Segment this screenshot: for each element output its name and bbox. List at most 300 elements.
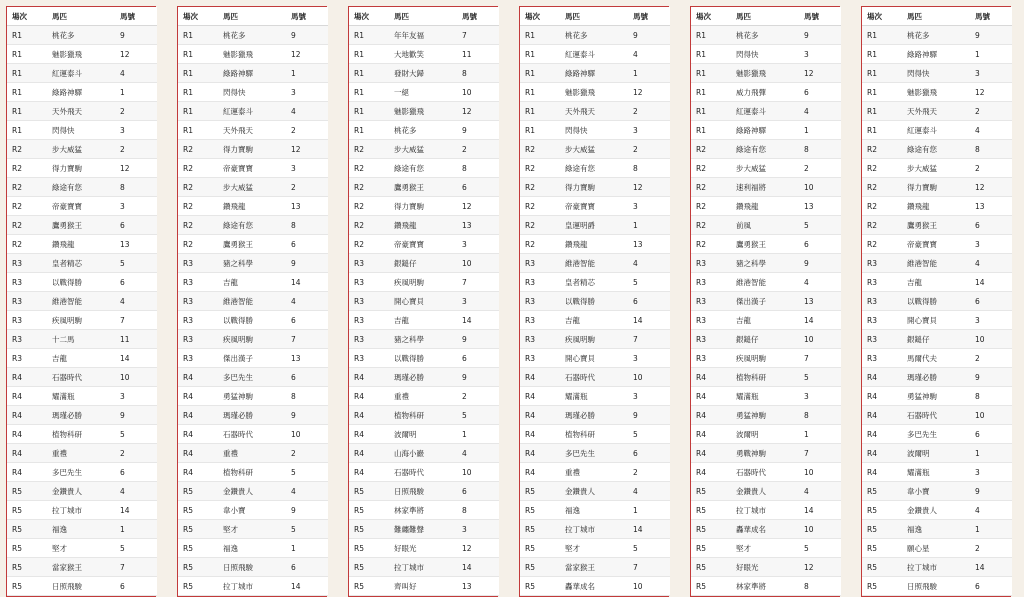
horse-number-cell: 1: [286, 64, 328, 83]
table-row: [862, 292, 1012, 311]
table-row: [349, 482, 499, 501]
horse-number-cell: 12: [115, 159, 157, 178]
horse-number-cell: 10: [970, 330, 1012, 349]
table-row: [349, 368, 499, 387]
horse-number-cell: 4: [799, 102, 841, 121]
horse-name-cell: 日照飛駿: [902, 577, 970, 596]
race-cell: R4: [862, 444, 902, 463]
horse-number-cell: 12: [457, 539, 499, 558]
race-cell: R1: [7, 102, 47, 121]
horse-name-cell: 桃花多: [560, 26, 628, 45]
horse-name-cell: 堅才: [731, 539, 799, 558]
race-cell: R4: [862, 406, 902, 425]
table-row: [691, 501, 841, 520]
horse-name-cell: 傑出漢子: [731, 292, 799, 311]
horse-number-cell: 12: [970, 83, 1012, 102]
horse-number-cell: 4: [970, 501, 1012, 520]
horse-name-cell: 開心寶貝: [389, 292, 457, 311]
horse-number-cell: 4: [970, 254, 1012, 273]
table-row: [691, 482, 841, 501]
horse-number-cell: 8: [970, 387, 1012, 406]
race-cell: R5: [862, 558, 902, 577]
table-row: [349, 425, 499, 444]
horse-number-cell: 6: [115, 216, 157, 235]
race-table-panel: [177, 6, 327, 597]
table-row: [349, 349, 499, 368]
horse-number-cell: 2: [799, 159, 841, 178]
horse-number-cell: 12: [457, 102, 499, 121]
race-cell: R2: [178, 140, 218, 159]
table-row: [178, 425, 328, 444]
horse-number-cell: 7: [799, 444, 841, 463]
horse-name-cell: 鷹勇猴王: [218, 235, 286, 254]
race-cell: R3: [178, 254, 218, 273]
race-table-panel: [348, 6, 498, 597]
race-cell: R3: [349, 292, 389, 311]
race-cell: R3: [7, 292, 47, 311]
horse-name-cell: 瑪瑾必勝: [218, 406, 286, 425]
table-row: [691, 102, 841, 121]
race-cell: R5: [178, 482, 218, 501]
horse-number-cell: 2: [970, 159, 1012, 178]
race-cell: R4: [349, 406, 389, 425]
horse-number-cell: 6: [286, 235, 328, 254]
horse-name-cell: 難纏難聲: [389, 520, 457, 539]
horse-name-cell: 天外飛天: [47, 102, 115, 121]
race-cell: R2: [7, 159, 47, 178]
table-row: [7, 83, 157, 102]
race-cell: R2: [862, 178, 902, 197]
horse-name-cell: 馬爾代夫: [902, 349, 970, 368]
race-cell: R2: [7, 216, 47, 235]
horse-name-cell: 植物科研: [389, 406, 457, 425]
race-cell: R3: [178, 349, 218, 368]
table-row: [7, 311, 157, 330]
table-row: [520, 197, 670, 216]
horse-number-cell: 9: [286, 26, 328, 45]
race-cell: R3: [7, 349, 47, 368]
horse-name-cell: 速利福將: [731, 178, 799, 197]
horse-number-cell: 2: [115, 102, 157, 121]
horse-number-cell: 10: [457, 83, 499, 102]
table-row: [178, 539, 328, 558]
horse-name-cell: 勇猛神駒: [902, 387, 970, 406]
horse-number-cell: 8: [799, 140, 841, 159]
table-row: [862, 349, 1012, 368]
table-row: [7, 406, 157, 425]
table-row: [178, 577, 328, 596]
horse-name-cell: 豬之科學: [218, 254, 286, 273]
table-row: [520, 102, 670, 121]
table-row: [862, 216, 1012, 235]
table-row: [691, 349, 841, 368]
horse-name-cell: 步大威猛: [560, 140, 628, 159]
header-race: 場次: [862, 7, 902, 26]
table-row: [691, 311, 841, 330]
horse-number-cell: 12: [799, 64, 841, 83]
table-row: [7, 349, 157, 368]
race-cell: R1: [7, 45, 47, 64]
horse-name-cell: 以戰得勝: [218, 311, 286, 330]
table-row: [691, 254, 841, 273]
horse-number-cell: 9: [115, 26, 157, 45]
horse-name-cell: 重禮: [47, 444, 115, 463]
table-row: [691, 292, 841, 311]
horse-name-cell: 步大威猛: [389, 140, 457, 159]
horse-name-cell: 紅運泰斗: [47, 64, 115, 83]
race-cell: R5: [178, 558, 218, 577]
table-row: [691, 330, 841, 349]
horse-number-cell: 4: [799, 273, 841, 292]
table-row: [520, 482, 670, 501]
race-cell: R3: [520, 254, 560, 273]
table-row: [349, 539, 499, 558]
race-cell: R1: [862, 102, 902, 121]
table-row: [691, 463, 841, 482]
horse-name-cell: 十二馬: [47, 330, 115, 349]
table-row: [178, 273, 328, 292]
table-row: [862, 159, 1012, 178]
table-row: [349, 121, 499, 140]
race-cell: R2: [862, 159, 902, 178]
horse-name-cell: 福逸: [560, 501, 628, 520]
race-cell: R1: [349, 26, 389, 45]
race-cell: R4: [349, 444, 389, 463]
table-row: [862, 102, 1012, 121]
table-row: [520, 520, 670, 539]
horse-number-cell: 1: [286, 539, 328, 558]
horse-name-cell: 石器時代: [47, 368, 115, 387]
horse-number-cell: 6: [970, 216, 1012, 235]
horse-name-cell: 紅運泰斗: [560, 45, 628, 64]
table-header-row: [691, 7, 841, 26]
horse-name-cell: 大地歡笑: [389, 45, 457, 64]
horse-name-cell: 鷹勇猴王: [389, 178, 457, 197]
horse-number-cell: 5: [628, 539, 670, 558]
table-row: [178, 121, 328, 140]
table-row: [178, 140, 328, 159]
header-horse: 馬匹: [902, 7, 970, 26]
horse-name-cell: 福逸: [218, 539, 286, 558]
horse-number-cell: 10: [115, 368, 157, 387]
horse-number-cell: 1: [628, 216, 670, 235]
horse-number-cell: 3: [799, 387, 841, 406]
table-row: [7, 45, 157, 64]
horse-name-cell: 吉龍: [47, 349, 115, 368]
horse-name-cell: 桃花多: [218, 26, 286, 45]
table-row: [520, 235, 670, 254]
race-cell: R5: [520, 520, 560, 539]
table-row: [520, 539, 670, 558]
race-cell: R2: [7, 178, 47, 197]
horse-number-cell: 4: [286, 482, 328, 501]
table-row: [520, 178, 670, 197]
table-row: [862, 444, 1012, 463]
table-row: [349, 520, 499, 539]
horse-name-cell: 轟華成名: [560, 577, 628, 596]
horse-name-cell: 以戰得勝: [389, 349, 457, 368]
horse-number-cell: 2: [286, 444, 328, 463]
race-cell: R1: [349, 45, 389, 64]
race-cell: R2: [691, 159, 731, 178]
table-row: [178, 368, 328, 387]
race-cell: R4: [691, 444, 731, 463]
horse-name-cell: 吉龍: [218, 273, 286, 292]
table-row: [349, 64, 499, 83]
horse-name-cell: 金鑽貴人: [218, 482, 286, 501]
horse-name-cell: 紅運泰斗: [218, 102, 286, 121]
race-cell: R1: [862, 83, 902, 102]
race-cell: R1: [520, 45, 560, 64]
horse-name-cell: 多巴先生: [560, 444, 628, 463]
race-cell: R5: [178, 539, 218, 558]
race-cell: R3: [691, 349, 731, 368]
horse-number-cell: 6: [115, 577, 157, 596]
table-row: [349, 235, 499, 254]
horse-number-cell: 5: [799, 368, 841, 387]
race-cell: R5: [178, 501, 218, 520]
horse-number-cell: 4: [115, 64, 157, 83]
horse-name-cell: 當家猴王: [560, 558, 628, 577]
horse-number-cell: 6: [799, 235, 841, 254]
horse-number-cell: 10: [799, 330, 841, 349]
horse-number-cell: 14: [115, 349, 157, 368]
horse-name-cell: 瑪瑾必勝: [560, 406, 628, 425]
horse-name-cell: 鑽飛龍: [389, 216, 457, 235]
table-row: [7, 121, 157, 140]
table-row: [349, 558, 499, 577]
horse-name-cell: 閃得快: [218, 83, 286, 102]
race-cell: R4: [862, 387, 902, 406]
header-race: 場次: [520, 7, 560, 26]
horse-number-cell: 3: [115, 387, 157, 406]
race-cell: R4: [349, 463, 389, 482]
race-cell: R4: [178, 387, 218, 406]
race-cell: R4: [862, 368, 902, 387]
race-cell: R5: [7, 539, 47, 558]
horse-number-cell: 5: [286, 463, 328, 482]
horse-number-cell: 13: [457, 577, 499, 596]
header-number: 馬號: [457, 7, 499, 26]
horse-name-cell: 帝豪寶寶: [389, 235, 457, 254]
race-cell: R5: [349, 558, 389, 577]
horse-number-cell: 13: [628, 235, 670, 254]
table-row: [691, 178, 841, 197]
table-row: [691, 235, 841, 254]
table-row: [349, 444, 499, 463]
table-row: [178, 83, 328, 102]
race-cell: R4: [520, 406, 560, 425]
horse-number-cell: 9: [457, 330, 499, 349]
horse-name-cell: 鑽飛龍: [731, 197, 799, 216]
horse-number-cell: 9: [970, 368, 1012, 387]
race-cell: R3: [862, 311, 902, 330]
horse-number-cell: 13: [970, 197, 1012, 216]
horse-name-cell: 天外飛天: [560, 102, 628, 121]
horse-number-cell: 9: [286, 254, 328, 273]
header-number: 馬號: [628, 7, 670, 26]
horse-number-cell: 12: [457, 197, 499, 216]
table-row: [520, 444, 670, 463]
race-cell: R4: [178, 406, 218, 425]
horse-name-cell: 魅影獵飛: [389, 102, 457, 121]
horse-number-cell: 3: [115, 121, 157, 140]
race-cell: R2: [520, 178, 560, 197]
table-row: [349, 406, 499, 425]
horse-name-cell: 植物科研: [731, 368, 799, 387]
horse-name-cell: 瑪瑾必勝: [47, 406, 115, 425]
horse-name-cell: 閃得快: [902, 64, 970, 83]
horse-name-cell: 韋小寶: [902, 482, 970, 501]
table-row: [691, 273, 841, 292]
horse-number-cell: 14: [115, 501, 157, 520]
table-row: [520, 254, 670, 273]
horse-name-cell: 鷹勇猴王: [47, 216, 115, 235]
horse-number-cell: 8: [457, 501, 499, 520]
horse-name-cell: 魅影獵飛: [902, 83, 970, 102]
horse-name-cell: 石器時代: [560, 368, 628, 387]
horse-name-cell: 重禮: [389, 387, 457, 406]
horse-number-cell: 3: [286, 159, 328, 178]
table-row: [691, 425, 841, 444]
race-cell: R5: [178, 520, 218, 539]
race-cell: R1: [691, 64, 731, 83]
table-row: [349, 311, 499, 330]
race-cell: R2: [862, 197, 902, 216]
table-row: [520, 159, 670, 178]
race-cell: R1: [520, 102, 560, 121]
horse-number-cell: 2: [970, 539, 1012, 558]
horse-name-cell: 豬之科學: [731, 254, 799, 273]
horse-number-cell: 8: [799, 577, 841, 596]
horse-number-cell: 5: [115, 425, 157, 444]
horse-name-cell: 吉龍: [389, 311, 457, 330]
horse-name-cell: 轟華成名: [731, 520, 799, 539]
table-row: [349, 577, 499, 596]
horse-name-cell: 得力寶駒: [389, 197, 457, 216]
table-row: [178, 178, 328, 197]
race-cell: R3: [862, 349, 902, 368]
table-row: [178, 197, 328, 216]
horse-number-cell: 4: [457, 444, 499, 463]
table-row: [691, 121, 841, 140]
horse-number-cell: 3: [286, 83, 328, 102]
horse-name-cell: 皇者精芯: [47, 254, 115, 273]
horse-number-cell: 5: [115, 539, 157, 558]
table-row: [691, 387, 841, 406]
horse-name-cell: 開心寶貝: [560, 349, 628, 368]
horse-name-cell: 拉丁城市: [389, 558, 457, 577]
horse-number-cell: 5: [628, 273, 670, 292]
horse-number-cell: 5: [799, 539, 841, 558]
horse-name-cell: 魅影獵飛: [47, 45, 115, 64]
race-cell: R3: [691, 330, 731, 349]
table-row: [862, 235, 1012, 254]
race-cell: R5: [7, 520, 47, 539]
table-row: [7, 216, 157, 235]
header-horse: 馬匹: [560, 7, 628, 26]
horse-name-cell: 帝豪寶寶: [47, 197, 115, 216]
horse-name-cell: 以戰得勝: [902, 292, 970, 311]
table-row: [520, 83, 670, 102]
horse-number-cell: 1: [115, 83, 157, 102]
race-cell: R1: [7, 64, 47, 83]
horse-number-cell: 10: [628, 577, 670, 596]
race-table: [862, 7, 1012, 596]
horse-name-cell: 吉龍: [560, 311, 628, 330]
race-cell: R3: [520, 292, 560, 311]
race-cell: R3: [862, 330, 902, 349]
race-table: [178, 7, 328, 596]
horse-name-cell: 金鑽貴人: [560, 482, 628, 501]
horse-name-cell: 維港智能: [218, 292, 286, 311]
horse-name-cell: 瑪瑾必勝: [902, 368, 970, 387]
horse-number-cell: 14: [628, 311, 670, 330]
table-row: [520, 330, 670, 349]
horse-number-cell: 10: [457, 254, 499, 273]
table-row: [691, 406, 841, 425]
table-row: [7, 577, 157, 596]
race-cell: R4: [7, 425, 47, 444]
table-row: [178, 64, 328, 83]
horse-number-cell: 8: [286, 216, 328, 235]
table-row: [862, 577, 1012, 596]
horse-name-cell: 綠途有您: [218, 216, 286, 235]
horse-name-cell: 吉龍: [902, 273, 970, 292]
horse-name-cell: 日照飛駿: [389, 482, 457, 501]
horse-number-cell: 4: [286, 102, 328, 121]
table-row: [862, 83, 1012, 102]
table-row: [520, 501, 670, 520]
horse-name-cell: 開心寶貝: [902, 311, 970, 330]
horse-number-cell: 5: [115, 254, 157, 273]
horse-number-cell: 10: [970, 406, 1012, 425]
race-cell: R3: [7, 311, 47, 330]
horse-name-cell: 勇戰神駒: [731, 444, 799, 463]
horse-number-cell: 3: [970, 463, 1012, 482]
race-cell: R5: [520, 539, 560, 558]
horse-number-cell: 14: [457, 311, 499, 330]
table-row: [349, 330, 499, 349]
horse-number-cell: 12: [628, 83, 670, 102]
table-row: [7, 368, 157, 387]
race-cell: R2: [520, 159, 560, 178]
horse-name-cell: 石器時代: [731, 463, 799, 482]
table-row: [520, 64, 670, 83]
horse-name-cell: 植物科研: [218, 463, 286, 482]
race-cell: R5: [520, 501, 560, 520]
race-cell: R3: [862, 273, 902, 292]
header-number: 馬號: [970, 7, 1012, 26]
horse-number-cell: 4: [628, 482, 670, 501]
horse-name-cell: 以戰得勝: [47, 273, 115, 292]
race-cell: R1: [520, 64, 560, 83]
horse-number-cell: 5: [628, 425, 670, 444]
horse-name-cell: 綠路神驛: [218, 64, 286, 83]
race-cell: R1: [178, 64, 218, 83]
race-cell: R5: [7, 501, 47, 520]
table-row: [7, 159, 157, 178]
horse-number-cell: 8: [115, 178, 157, 197]
horse-number-cell: 4: [628, 254, 670, 273]
horse-name-cell: 疾風明駒: [560, 330, 628, 349]
horse-number-cell: 8: [970, 140, 1012, 159]
horse-number-cell: 5: [286, 520, 328, 539]
race-cell: R4: [862, 425, 902, 444]
table-row: [520, 577, 670, 596]
horse-number-cell: 7: [115, 558, 157, 577]
horse-name-cell: 好眼光: [389, 539, 457, 558]
